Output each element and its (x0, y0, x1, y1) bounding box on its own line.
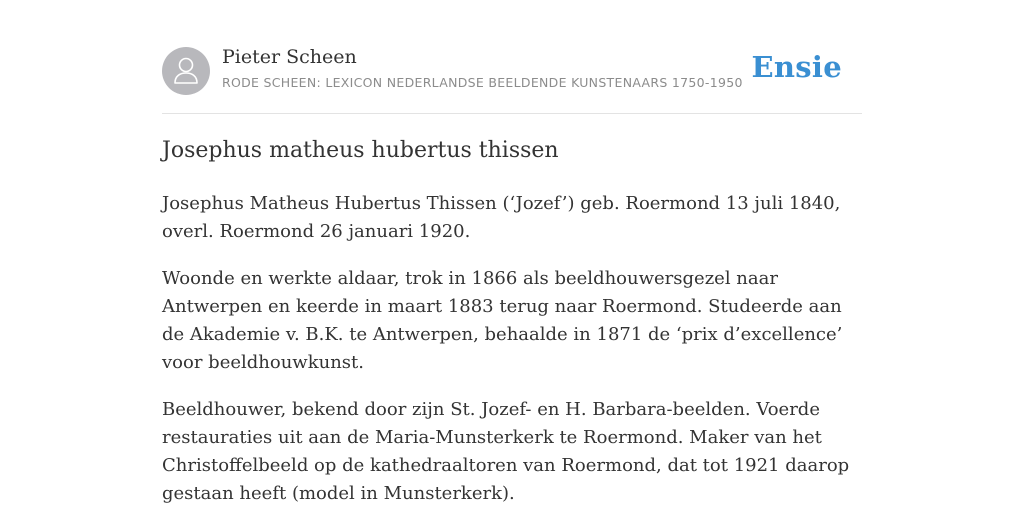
article-paragraph: Josephus Matheus Hubertus Thissen (‘Jozef’) geb. Roermond 13 juli 1840, overl. Roermond 26 januari 1920. (162, 193, 841, 242)
user-silhouette-icon (162, 47, 210, 95)
article-body (162, 190, 862, 512)
article-card (162, 0, 862, 504)
brand-logo[interactable]: Ensie (751, 50, 842, 84)
source-label[interactable]: RODE SCHEEN: LEXICON NEDERLANDSE BEELDENDE KUNSTENAARS 1750-1950 (222, 75, 743, 90)
author-avatar[interactable] (162, 47, 210, 95)
article-header (162, 0, 862, 114)
article-paragraph: Woonde en werkte aldaar, trok in 1866 als beeldhouwersgezel naar Antwerpen en keerde in maart 1883 terug naar Roermond. Studeerde aan de Akademie v. B.K. te Antwerpen, behaalde in 1871 de ‘prix d’excellence’ voor beeldhouwkunst. (162, 268, 843, 373)
article-title: Josephus matheus hubertus thissen (162, 138, 559, 163)
article-paragraph: Beeldhouwer, bekend door zijn St. Jozef- en H. Barbara-beelden. Voerde restauraties uit aan de Maria-Munsterkerk te Roermond. Maker van het Christoffelbeeld op de kathedraaltoren van Roermond, dat tot 1921 daarop gestaan heeft (model in Munsterkerk). (162, 399, 850, 504)
author-name[interactable]: Pieter Scheen (222, 46, 357, 68)
